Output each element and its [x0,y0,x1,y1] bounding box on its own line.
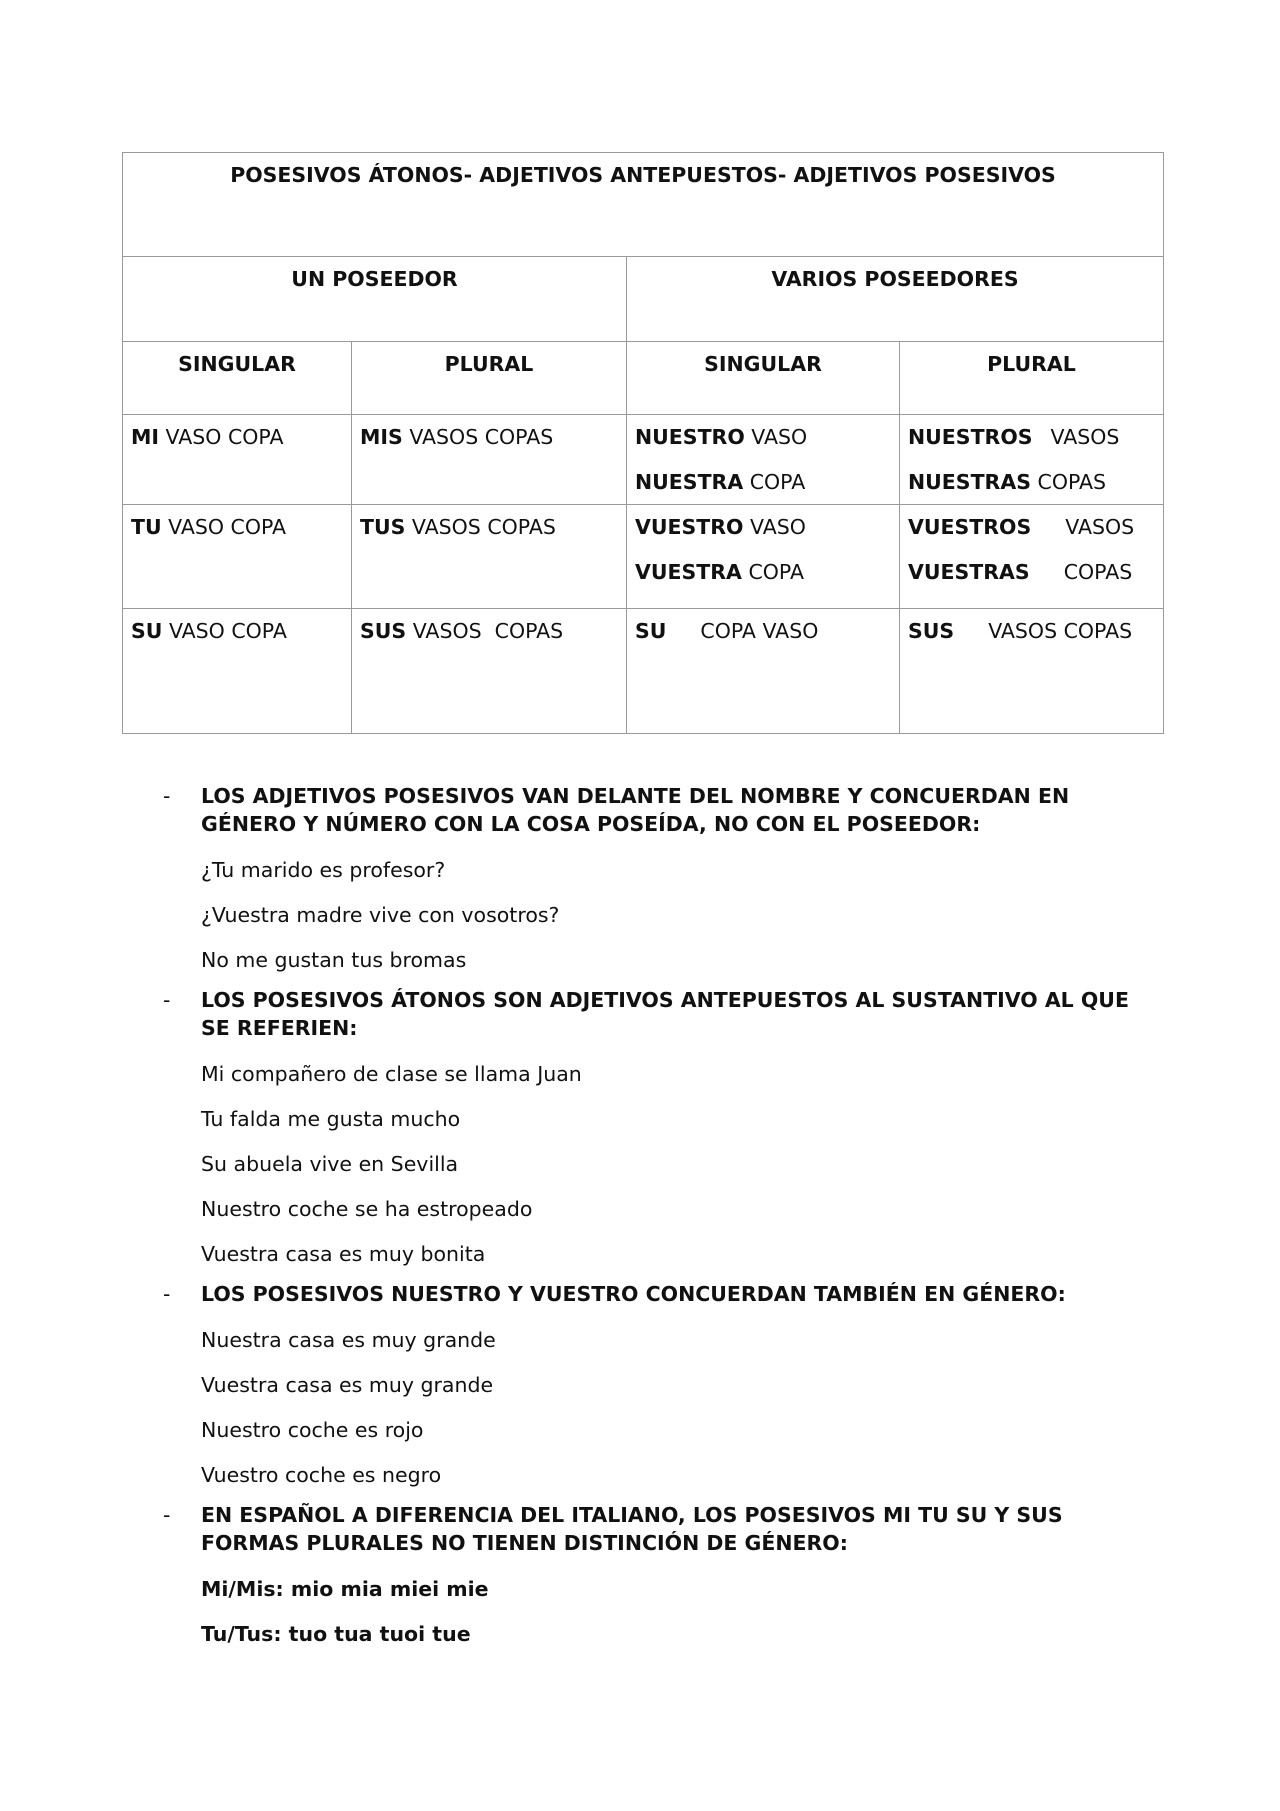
cell-sus: SUS VASOS COPAS [352,609,627,734]
example-line: No me gustan tus bromas [201,948,467,972]
col-header-singular: SINGULAR [627,342,900,415]
cell-mis: MIS VASOS COPAS [352,415,627,505]
cell-vuestros: VUESTROS VASOS VUESTRAS COPAS [900,505,1164,609]
table-row [123,609,1164,734]
rule-gender: - LOS POSESIVOS NUESTRO Y VUESTRO CONCUERDAN TAMBIÉN EN GÉNERO: [163,1282,1066,1306]
example-line: Nuestro coche es rojo [201,1418,424,1442]
cell-nuestros: NUESTROS VASOS NUESTRAS COPAS [900,415,1164,505]
cell-su-plural-owners: SU COPA VASO [627,609,900,734]
example-line: Vuestra casa es muy grande [201,1373,494,1397]
example-line: ¿Tu marido es profesor? [201,858,446,882]
table-row [123,415,1164,505]
table-title: POSESIVOS ÁTONOS- ADJETIVOS ANTEPUESTOS- ADJETIVOS POSESIVOS [123,153,1164,257]
rule-agreement: - LOS ADJETIVOS POSESIVOS VAN DELANTE DEL NOMBRE Y CONCUERDAN EN GÉNERO Y NÚMERO CON LA COSA POSEÍDA, NO CON EL POSEEDOR: [163,784,1070,836]
cell-tu: TU VASO COPA [123,505,352,609]
example-line: Su abuela vive en Sevilla [201,1152,459,1176]
group-header-one-owner: UN POSEEDOR [123,257,627,342]
cell-tus: TUS VASOS COPAS [352,505,627,609]
col-header-plural: PLURAL [900,342,1164,415]
example-line: Vuestra casa es muy bonita [201,1242,486,1266]
table-row [123,505,1164,609]
example-line: ¿Vuestra madre vive con vosotros? [201,903,560,927]
example-line: Vuestro coche es negro [201,1463,442,1487]
grammar-notes [163,782,1153,1647]
example-line: Mi/Mis: mio mia miei mie [201,1577,489,1601]
cell-vuestro: VUESTRO VASO VUESTRA COPA [627,505,900,609]
col-header-plural: PLURAL [352,342,627,415]
cell-su: SU VASO COPA [123,609,352,734]
example-line: Nuestro coche se ha estropeado [201,1197,533,1221]
group-header-many-owners: VARIOS POSEEDORES [627,257,1164,342]
rule-atonos: - LOS POSESIVOS ÁTONOS SON ADJETIVOS ANTEPUESTOS AL SUSTANTIVO AL QUE SE REFERIEN: [163,988,1129,1040]
cell-sus-plural-owners: SUS VASOS COPAS [900,609,1164,734]
example-line: Tu falda me gusta mucho [201,1107,461,1131]
possessives-table [122,152,1164,734]
cell-mi: MI VASO COPA [123,415,352,505]
example-line: Nuestra casa es muy grande [201,1328,496,1352]
cell-nuestro: NUESTRO VASO NUESTRA COPA [627,415,900,505]
example-line: Mi compañero de clase se llama Juan [201,1062,582,1086]
rule-italian-comparison: - EN ESPAÑOL A DIFERENCIA DEL ITALIANO, LOS POSESIVOS MI TU SU Y SUS FORMAS PLURALES NO TIENEN DISTINCIÓN DE GÉNERO: [163,1503,1063,1555]
example-line: Tu/Tus: tuo tua tuoi tue [201,1622,471,1646]
col-header-singular: SINGULAR [123,342,352,415]
